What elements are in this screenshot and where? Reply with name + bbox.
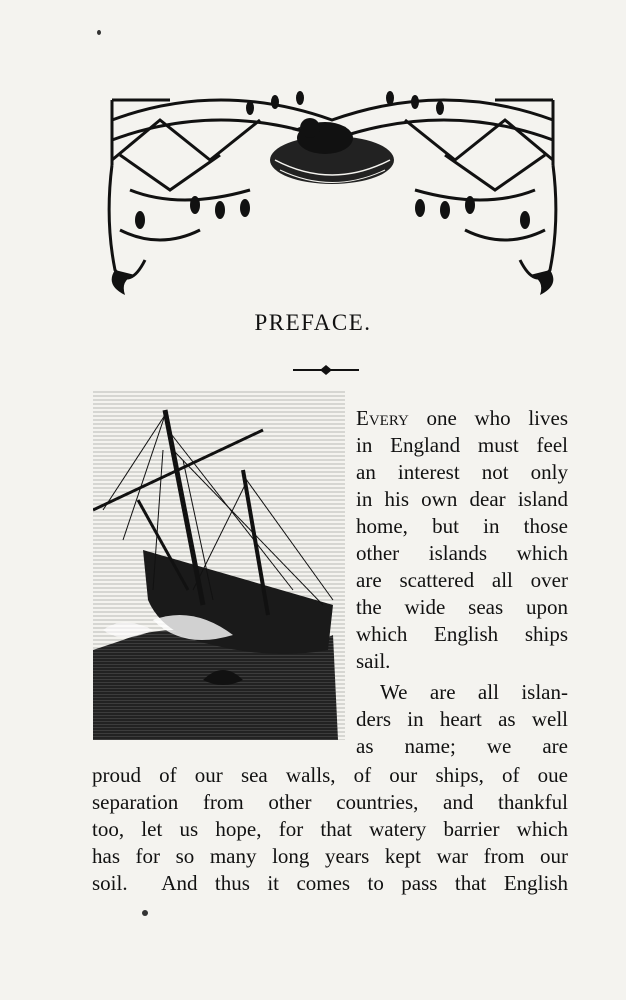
text-line: in England must feel — [356, 433, 568, 457]
text-line: other islands which — [356, 541, 568, 565]
text-line: which English ships — [356, 622, 568, 646]
text-line: ders in heart as well — [356, 707, 568, 731]
text-line: as name; we are — [356, 734, 568, 758]
text-line: soil. And thus it comes to pass that English — [92, 871, 568, 895]
diamond-rule-icon — [293, 365, 359, 375]
text-line: in his own dear island — [356, 487, 568, 511]
bird-nest-headpiece-icon — [100, 80, 565, 305]
text-line: separation from other countries, and thankful — [92, 790, 568, 814]
ink-speck — [142, 910, 148, 916]
ship-illustration-icon — [93, 390, 345, 740]
text-line: proud of our sea walls, of our ships, of oue — [92, 763, 568, 787]
text-line: too, let us hope, for that watery barrier which — [92, 817, 568, 841]
ink-speck — [97, 30, 101, 35]
text-line: has for so many long years kept war from our — [92, 844, 568, 868]
text-line: are scattered all over — [356, 568, 568, 592]
text-line: an interest not only — [356, 460, 568, 484]
text-line: Every one who lives — [356, 406, 568, 430]
text-line: We are all islan- — [380, 680, 568, 704]
text-line: sail. — [356, 649, 391, 673]
text-line: the wide seas upon — [356, 595, 568, 619]
text-line: home, but in those — [356, 514, 568, 538]
page-title: PREFACE. — [254, 310, 372, 335]
drop-word: Every — [356, 406, 409, 430]
